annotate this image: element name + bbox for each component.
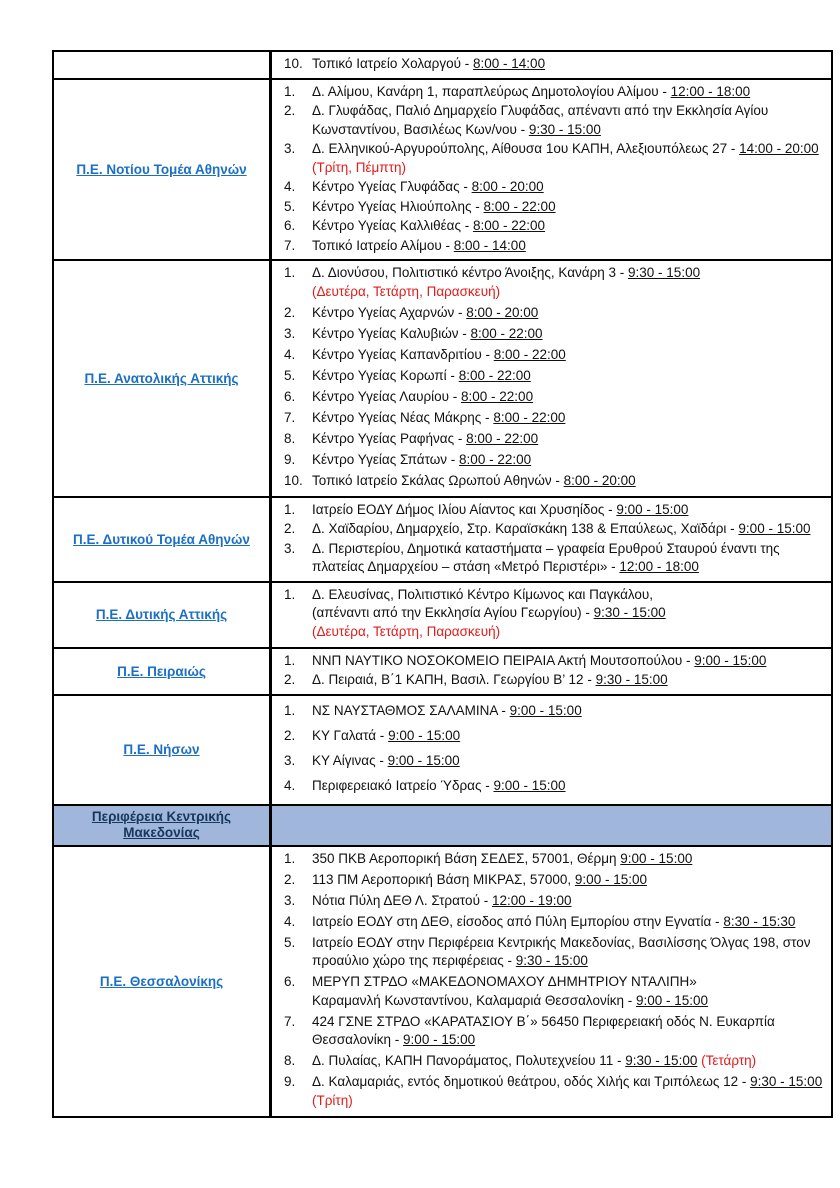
hours-value: 8:00 - 22:00	[493, 409, 566, 425]
list-item	[272, 671, 823, 690]
list-item	[272, 102, 823, 139]
location-text: (απέναντι από την Εκκλησία Αγίου Γεωργίου) -	[312, 605, 594, 620]
item-text	[312, 973, 823, 1010]
region-link[interactable]: Π.Ε. Πειραιώς	[117, 663, 206, 679]
list-item	[272, 346, 823, 365]
hours-value: 8:00 - 20:00	[563, 472, 636, 488]
locations-cell	[272, 498, 831, 581]
item-number: 5.	[284, 934, 296, 950]
item-text	[312, 451, 823, 470]
table-row	[54, 696, 831, 806]
hours-value: 8:00 - 22:00	[461, 388, 534, 404]
item-number: 1.	[284, 850, 296, 866]
location-text: Κέντρο Υγείας Σπάτων -	[312, 451, 460, 467]
item-text	[312, 934, 823, 971]
item-text	[312, 913, 823, 932]
hours-value: 8:00 - 14:00	[473, 56, 546, 71]
item-number: 7.	[284, 409, 296, 425]
item-text	[312, 586, 823, 642]
table-row	[54, 583, 831, 649]
list-item	[272, 178, 823, 197]
list-item	[272, 850, 823, 869]
hours-value: 9:00 - 15:00	[738, 521, 811, 536]
item-text	[312, 198, 823, 217]
locations-cell	[272, 696, 831, 804]
hours-value: 9:00 - 15:00	[509, 702, 582, 718]
item-text	[312, 726, 823, 746]
item-number: 7.	[284, 1013, 296, 1029]
item-number: 2.	[284, 304, 296, 320]
location-text: Τοπικό Ιατρείο Χολαργού -	[312, 56, 474, 71]
location-text: Κέντρο Υγείας Αχαρνών -	[312, 304, 467, 320]
region-cell	[54, 80, 272, 260]
item-text	[312, 776, 823, 796]
item-text	[312, 520, 823, 539]
list-item	[272, 776, 823, 796]
item-text	[312, 892, 823, 911]
list-item	[272, 501, 823, 520]
item-text	[312, 83, 823, 102]
hours-value: 9:00 - 15:00	[387, 752, 460, 768]
item-number: 9.	[284, 1074, 296, 1089]
locations-cell	[272, 261, 831, 496]
item-text	[312, 1073, 823, 1110]
table-row	[54, 649, 831, 696]
item-text	[312, 325, 823, 344]
item-number: 3.	[284, 540, 296, 556]
item-number: 1.	[284, 652, 296, 668]
item-text	[312, 178, 823, 197]
location-text: Νότια Πύλη ΔΕΘ Λ. Στρατού -	[312, 892, 492, 908]
location-text: Κέντρο Υγείας Καλλιθέας -	[312, 218, 473, 233]
location-text: Δ. Περιστερίου, Δημοτικά καταστήματα – γραφεία Ερυθρού Σταυρού έναντι της πλατείας Δημαρχείου – στάση «Μετρό Περιστέρι» -	[312, 540, 780, 574]
region-cell	[54, 806, 272, 845]
item-text	[312, 140, 823, 177]
location-text: Ιατρείο ΕΟΔΥ Δήμος Ιλίου Αίαντος και Χρυσηίδος -	[312, 501, 617, 517]
location-text: ΜΕΡΥΠ ΣΤΡΔΟ «ΜΑΚΕΔΟΝΟΜΑΧΟΥ ΔΗΜΗΤΡΙΟΥ ΝΤΑΛΙΠΗ»	[312, 974, 697, 989]
location-text: Δ. Πυλαίας, ΚΑΠΗ Πανοράματος, Πολυτεχνείου 11 -	[312, 1053, 626, 1068]
hours-value: 9:00 - 15:00	[616, 501, 689, 517]
hours-value: 9:00 - 15:00	[694, 652, 767, 668]
list-item	[272, 264, 823, 301]
item-number: 6.	[284, 388, 296, 404]
item-number: 1.	[284, 586, 296, 602]
item-number: 3.	[284, 752, 296, 768]
locations-cell	[272, 649, 831, 694]
table-row	[54, 498, 831, 583]
item-number: 2.	[284, 521, 296, 536]
item-number: 5.	[284, 367, 296, 383]
hours-value: 8:00 - 22:00	[466, 430, 539, 446]
item-text	[312, 671, 823, 690]
locations-cell	[272, 847, 831, 1116]
list-item	[272, 217, 823, 236]
item-number: 2.	[284, 871, 296, 887]
item-text	[312, 472, 823, 491]
item-number: 2.	[284, 103, 296, 118]
list-item	[272, 367, 823, 386]
item-number: 8.	[284, 430, 296, 446]
region-cell	[54, 498, 272, 581]
item-number: 1.	[284, 265, 296, 280]
location-text: Κέντρο Υγείας Νέας Μάκρης -	[312, 409, 494, 425]
item-number: 2.	[284, 727, 296, 743]
list-item	[272, 304, 823, 323]
schedule-table	[52, 50, 833, 1118]
hours-value: 12:00 - 18:00	[619, 559, 699, 574]
hours-value: 9:30 - 15:00	[628, 265, 701, 280]
region-cell	[54, 696, 272, 804]
location-text: Δ. Διονύσου, Πολιτιστικό κέντρο Άνοιξης, Κανάρη 3 -	[312, 265, 629, 280]
item-number: 3.	[284, 141, 296, 156]
day-note: (Τετάρτη)	[701, 1053, 757, 1068]
location-text: Δ. Ελευσίνας, Πολιτιστικό Κέντρο Κίμωνος και Παγκάλου,	[312, 586, 654, 602]
location-text: Δ. Αλίμου, Κανάρη 1, παραπλεύρως Δημοτολογίου Αλίμου -	[312, 83, 671, 99]
location-text: Τοπικό Ιατρείο Σκάλας Ωρωπού Αθηνών -	[312, 472, 564, 488]
table-row	[54, 847, 831, 1116]
item-text	[312, 701, 823, 721]
hours-value: 8:00 - 22:00	[458, 367, 531, 383]
list-item	[272, 430, 823, 449]
day-note: (Δευτέρα, Τετάρτη, Παρασκευή)	[312, 623, 501, 639]
locations-cell	[272, 52, 831, 78]
hours-value: 8:00 - 22:00	[472, 218, 546, 233]
item-number: 6.	[284, 218, 296, 233]
hours-value: 9:00 - 15:00	[493, 777, 566, 793]
region-link[interactable]: Π.Ε. Δυτικού Τομέα Αθηνών	[73, 531, 250, 547]
locations-cell	[272, 806, 831, 845]
list-item	[272, 472, 823, 491]
item-number: 10.	[284, 56, 303, 71]
list-item	[272, 871, 823, 890]
region-link[interactable]: Π.Ε. Νοτίου Τομέα Αθηνών	[76, 161, 247, 177]
locations-cell	[272, 80, 831, 260]
list-item	[272, 409, 823, 428]
location-text: ΝΣ ΝΑΥΣΤΑΘΜΟΣ ΣΑΛΑΜΙΝΑ -	[312, 702, 510, 718]
item-text	[312, 652, 823, 671]
hours-value: 14:00 - 20:00	[739, 141, 819, 156]
item-number: 3.	[284, 325, 296, 341]
item-text	[312, 304, 823, 323]
list-item	[272, 451, 823, 470]
list-item	[272, 1052, 823, 1071]
list-item	[272, 325, 823, 344]
location-text: Ιατρείο ΕΟΔΥ στη ΔΕΘ, είσοδος από Πύλη Εμπορίου στην Εγνατία -	[312, 913, 724, 929]
list-item	[272, 520, 823, 539]
item-text	[312, 409, 823, 428]
list-item	[272, 198, 823, 217]
item-text	[312, 388, 823, 407]
list-item	[272, 388, 823, 407]
item-text	[312, 850, 823, 869]
item-number: 4.	[284, 913, 296, 929]
hours-value: 9:00 - 15:00	[620, 850, 693, 866]
region-cell	[54, 583, 272, 647]
location-text: 113 ΠΜ Αεροπορική Βάση ΜΙΚΡΑΣ, 57000,	[312, 871, 575, 887]
hours-value: 8:00 - 22:00	[470, 325, 543, 341]
hours-value: 12:00 - 19:00	[491, 892, 572, 908]
region-link[interactable]: Π.Ε. Νήσων	[123, 742, 200, 757]
hours-value: 8:00 - 14:00	[453, 237, 526, 253]
location-text: Κέντρο Υγείας Καπανδριτίου -	[312, 346, 494, 362]
item-text	[312, 871, 823, 890]
day-note: (Δευτέρα, Τετάρτη, Παρασκευή)	[312, 283, 501, 299]
list-item	[272, 726, 823, 746]
list-item	[272, 892, 823, 911]
region-link[interactable]: Π.Ε. Ανατολικής Αττικής	[84, 370, 239, 386]
item-number: 1.	[284, 501, 296, 517]
item-text	[312, 55, 823, 74]
location-text: ΚΥ Γαλατά -	[312, 727, 389, 743]
list-item	[272, 973, 823, 1010]
location-text: Δ. Γλυφάδας, Παλιό Δημαρχείο Γλυφάδας, απέναντι από την Εκκλησία Αγίου Κωνσταντίνου, Βασιλέως Κων/νου -	[312, 103, 769, 137]
list-item	[272, 751, 823, 771]
section-header-label: Περιφέρεια Κεντρικής Μακεδονίας	[91, 808, 232, 840]
hours-value: 8:30 - 15:30	[723, 913, 796, 929]
locations-cell	[272, 583, 831, 647]
item-text	[312, 1013, 823, 1050]
location-text: Κέντρο Υγείας Ηλιούπολης -	[312, 198, 484, 214]
hours-value: 9:30 - 15:00	[595, 672, 668, 687]
item-number: 1.	[284, 702, 296, 718]
hours-value: 9:30 - 15:00	[593, 605, 666, 620]
location-text: Καραμανλή Κωνσταντίνου, Καλαμαριά Θεσσαλονίκη -	[312, 992, 636, 1008]
list-item	[272, 55, 823, 74]
hours-value: 8:00 - 22:00	[459, 451, 532, 467]
table-row	[54, 52, 831, 80]
location-text: Δ. Καλαμαριάς, εντός δημοτικού θεάτρου, οδός Χιλής και Τριπόλεως 12 -	[312, 1074, 751, 1089]
list-item	[272, 140, 823, 177]
table-row	[54, 806, 831, 847]
item-text	[312, 102, 823, 139]
item-number: 6.	[284, 974, 296, 989]
region-cell	[54, 261, 272, 496]
item-text	[312, 367, 823, 386]
table-row	[54, 80, 831, 262]
location-text: Περιφερειακό Ιατρείο Ύδρας -	[312, 777, 494, 793]
item-number: 8.	[284, 1053, 296, 1068]
item-number: 7.	[284, 237, 296, 253]
item-text	[312, 540, 823, 577]
hours-value: 12:00 - 18:00	[670, 83, 751, 99]
location-text: 350 ΠΚΒ Αεροπορική Βάση ΣΕΔΕΣ, 57001, Θέρμη	[312, 850, 621, 866]
item-text	[312, 751, 823, 771]
item-number: 2.	[284, 672, 296, 687]
hours-value: 9:00 - 15:00	[388, 727, 461, 743]
hours-value: 8:00 - 20:00	[466, 304, 539, 320]
item-number: 9.	[284, 451, 296, 467]
location-text: Δ. Ελληνικού-Αργυρούπολης, Αίθουσα 1ου ΚΑΠΗ, Αλεξιουπόλεως 27 -	[312, 141, 740, 156]
location-text: Δ. Πειραιά, Β΄1 ΚΑΠΗ, Βασιλ. Γεωργίου Β’ 12 -	[312, 672, 596, 687]
item-text	[312, 237, 823, 256]
location-text: ΚΥ Αίγινας -	[312, 752, 388, 768]
location-text: Κέντρο Υγείας Καλυβιών -	[312, 325, 471, 341]
item-number: 4.	[284, 346, 296, 362]
region-cell	[54, 649, 272, 694]
item-number: 3.	[284, 892, 296, 908]
list-item	[272, 83, 823, 102]
item-text	[312, 1052, 823, 1071]
location-text: Κέντρο Υγείας Ραφήνας -	[312, 430, 467, 446]
item-text	[312, 346, 823, 365]
day-note: (Τρίτη, Πέμπτη)	[312, 159, 406, 175]
hours-value: 8:00 - 22:00	[483, 198, 556, 214]
location-text: Κέντρο Υγείας Κορωπί -	[312, 367, 459, 383]
location-text: Ιατρείο ΕΟΔΥ στην Περιφέρεια Κεντρικής Μακεδονίας, Βασιλίσσης Όλγας 198, στον προαύλιο χώρο της περιφέρειας -	[312, 934, 811, 968]
item-number: 4.	[284, 179, 296, 194]
list-item	[272, 237, 823, 256]
item-text	[312, 217, 823, 236]
location-text: Κέντρο Υγείας Λαυρίου -	[312, 388, 462, 404]
table-row	[54, 261, 831, 498]
location-text: Τοπικό Ιατρείο Αλίμου -	[312, 237, 454, 253]
hours-value: 8:00 - 22:00	[493, 346, 566, 362]
location-text: 424 ΓΣΝΕ ΣΤΡΔΟ «ΚΑΡΑΤΑΣΙΟΥ Β΄» 56450 Περιφερειακή οδός Ν. Ευκαρπία Θεσσαλονίκη -	[312, 1013, 775, 1047]
region-cell	[54, 52, 272, 78]
item-number: 5.	[284, 198, 296, 214]
day-note: (Τρίτη)	[312, 1092, 353, 1108]
item-number: 4.	[284, 777, 296, 793]
region-link[interactable]: Π.Ε. Θεσσαλονίκης	[99, 973, 224, 989]
item-number: 10.	[284, 472, 303, 488]
hours-value: 9:30 - 15:00	[750, 1074, 823, 1089]
item-text	[312, 264, 823, 301]
location-text: Κέντρο Υγείας Γλυφάδας -	[312, 179, 472, 194]
list-item	[272, 701, 823, 721]
hours-value: 9:00 - 15:00	[635, 992, 709, 1008]
hours-value: 9:00 - 15:00	[403, 1032, 476, 1047]
hours-value: 8:00 - 20:00	[471, 179, 544, 194]
list-item	[272, 1013, 823, 1050]
region-link[interactable]: Π.Ε. Δυτικής Αττικής	[95, 607, 228, 622]
hours-value: 9:30 - 15:00	[515, 953, 588, 968]
hours-value: 9:30 - 15:00	[625, 1053, 698, 1068]
list-item	[272, 586, 823, 642]
list-item	[272, 540, 823, 577]
list-item	[272, 652, 823, 671]
item-text	[312, 501, 823, 520]
item-text	[312, 430, 823, 449]
list-item	[272, 934, 823, 971]
region-cell	[54, 847, 272, 1116]
list-item	[272, 913, 823, 932]
item-number: 1.	[284, 83, 296, 99]
location-text: ΝΝΠ ΝΑΥΤΙΚΟ ΝΟΣΟΚΟΜΕΙΟ ΠΕΙΡΑΙΑ Ακτή Μουτσοπούλου -	[312, 652, 695, 668]
hours-value: 9:30 - 15:00	[528, 121, 601, 137]
list-item	[272, 1073, 823, 1110]
location-text: Δ. Χαϊδαρίου, Δημαρχείο, Στρ. Καραϊσκάκη 138 & Επαύλεως, Χαϊδάρι -	[312, 521, 739, 536]
hours-value: 9:00 - 15:00	[574, 871, 647, 887]
